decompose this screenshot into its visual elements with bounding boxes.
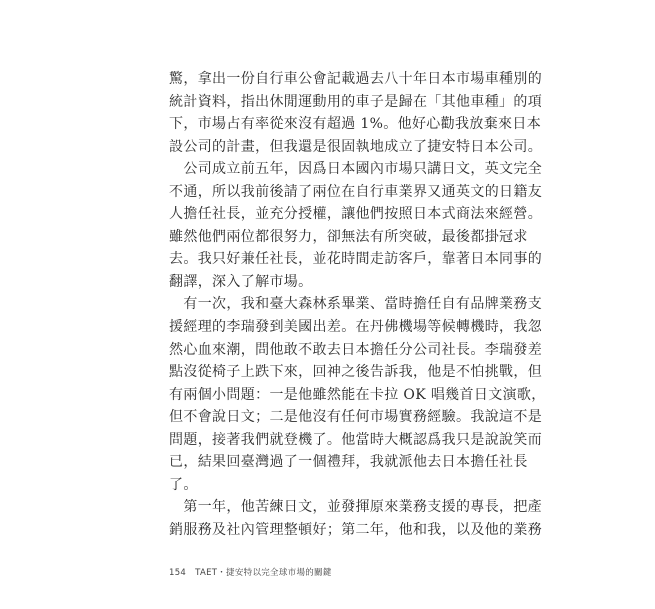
text-line: 下，市場占有率從來沒有超過 1%。他好心勸我放棄來日本 (169, 116, 542, 133)
text-line: 援經理的李瑞發到美國出差。在丹佛機場等候轉機時，我忽 (169, 319, 543, 336)
text-line: 然心血來潮，問他敢不敢去日本擔任分公司社長。李瑞發差 (169, 341, 543, 358)
text-line: 驚，拿出一份自行車公會記載過去八十年日本市場車種別的 (169, 71, 543, 87)
text-line: 翻譯，深入了解市場。 (169, 273, 313, 290)
text-line: 點沒從椅子上跌下來，回神之後告訴我，他是不怕挑戰，但 (169, 364, 543, 381)
text-line: 雖然他們兩位都很努力，卻無法有所突破，最後都掛冠求 (169, 228, 528, 245)
text-line: 人擔任社長，並充分授權，讓他們按照日本式商法來經營。 (169, 206, 543, 223)
text-line: 但不會說日文；二是他沒有任何市場實務經驗。我說這不是 (169, 409, 543, 426)
paragraph-start-line: 有一次，我和臺大森林系畢業、當時擔任自有品牌業務支 (169, 296, 543, 313)
text-line: 了。 (169, 476, 198, 493)
paragraph-start-line: 公司成立前五年，因爲日本國內市場只講日文，英文完全 (169, 161, 543, 178)
body-text (169, 68, 546, 541)
text-line: 設公司的計畫，但我還是很固執地成立了捷安特日本公司。 (169, 138, 543, 155)
text-line: 問題，接著我們就登機了。他當時大概認爲我只是說說笑而 (169, 431, 543, 448)
text-line: 有兩個小問題：一是他雖然能在卡拉 OK 唱幾首日文演歌， (169, 386, 546, 403)
text-line: 銷服務及社內管理整頓好；第二年，他和我，以及他的業務 (169, 521, 543, 538)
running-title: TAET・捷安特以完全球市場的關鍵 (195, 568, 332, 578)
page-number: 154 (169, 568, 187, 578)
text-line: 已，結果回臺灣過了一個禮拜，我就派他去日本擔任社長 (169, 454, 528, 471)
text-line: 去。我只好兼任社長，並花時間走訪客戶，靠著日本同事的 (169, 251, 543, 268)
text-line: 不通，所以我前後請了兩位在自行車業界又通英文的日籍友 (169, 183, 543, 200)
text-line: 統計資料，指出休閒運動用的車子是歸在「其他車種」的項 (169, 93, 543, 110)
page-footer (169, 566, 332, 578)
paragraph-start-line: 第一年，他苦練日文，並發揮原來業務支援的專長，把產 (169, 499, 543, 516)
